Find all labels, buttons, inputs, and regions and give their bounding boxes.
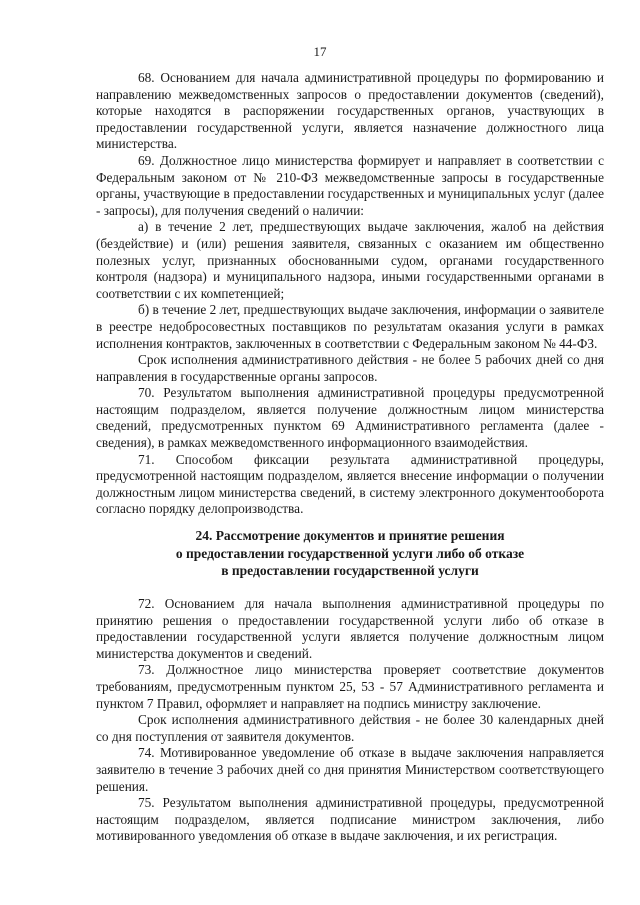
paragraph-deadline-2: Срок исполнения административного действия - не более 30 календарных дней со дня поступления от заявителя документов. [96,712,604,744]
paragraph-69-a: а) в течение 2 лет, предшествующих выдаче заключения, жалоб на действия (бездействие) и (или) решения заявителя, связанных с оказанием им общественно полезных услуг, признанных обоснованными судом, органами государственного контроля (надзора) и муниципального надзора, иными государственными органами в соответствии с их компетенцией; [96,219,604,301]
section-heading [96,527,604,580]
page-number: 17 [313,44,327,59]
paragraph-69-b: б) в течение 2 лет, предшествующих выдаче заключения, информации о заявителе в реестре недобросовестных поставщиков по результатам оказания услуги в рамках исполнения контрактов, заключенных в соответствии с Федеральным законом № 44-ФЗ. [96,302,604,351]
paragraph-73: 73. Должностное лицо министерства проверяет соответствие документов требованиям, предусмотренным пунктом 25, 53 - 57 Административного регламента и пунктом 7 Правил, оформляет и направляет на подпись министру заключение. [96,662,604,711]
paragraph-70: 70. Результатом выполнения административной процедуры предусмотренной настоящим подразделом, является получение должностным лицом министерства сведений, предусмотренных пунктом 69 Административного регламента (далее - сведения), в рамках межведомственного информационного взаимодействия. [96,385,604,451]
paragraphs-block-bottom [96,596,604,845]
paragraph-75: 75. Результатом выполнения административной процедуры, предусмотренной настоящим подразделом, является подписание министром заключения, либо мотивированного уведомления об отказе в выдаче заключения, и их регистрация. [96,795,604,844]
section-heading-line: о предоставлении государственной услуги либо об отказе [175,545,525,561]
paragraph-deadline-1: Срок исполнения административного действия - не более 5 рабочих дней со дня направления в государственные органы запросов. [96,352,604,384]
paragraph-68: 68. Основанием для начала административной процедуры по формированию и направлению межведомственных запросов о предоставлении документов (сведений), которые находятся в распоряжении государственных органов, участвующих в предоставлении государственной услуги, является назначение должностного лица министерства. [96,70,604,152]
section-heading-line: 24. Рассмотрение документов и принятие решения [195,528,505,543]
paragraph-74: 74. Мотивированное уведомление об отказе в выдаче заключения направляется заявителю в течение 3 рабочих дней со дня принятия Министерством соответствующего решения. [96,745,604,794]
paragraphs-block-top [96,70,604,518]
section-heading-line: в предоставлении государственной услуги [221,563,479,578]
paragraph-72: 72. Основанием для начала выполнения административной процедуры по принятию решения о предоставлении государственной услуги либо об отказе в предоставлении государственной услуги является получение должностным лицом министерства документов и сведений. [96,596,604,661]
paragraph-71: 71. Способом фиксации результата административной процедуры, предусмотренной настоящим подразделом, является внесение информации о получении должностным лицом министерства сведений, в систему электронного документооборота согласно порядку делопроизводства. [96,451,604,517]
paragraph-69: 69. Должностное лицо министерства формирует и направляет в соответствии с Федеральным законом от № 210-ФЗ межведомственные запросы в государственные органы, участвующие в предоставлении государственных и муниципальных услуг (далее - запросы), для получения сведений о наличии: [96,152,604,218]
